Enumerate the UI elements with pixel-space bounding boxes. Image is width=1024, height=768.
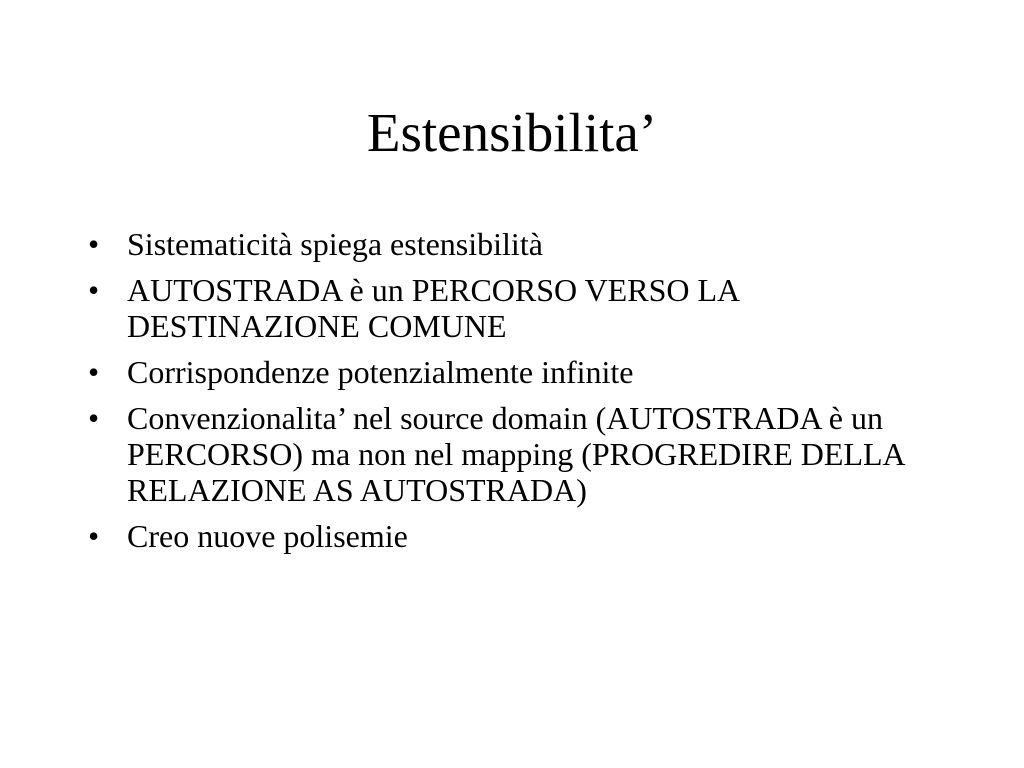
bullet-marker: • <box>88 226 100 262</box>
bullet-text: AUTOSTRADA è un PERCORSO VERSO LA DESTINAZIONE COMUNE <box>127 272 739 344</box>
bullet-marker: • <box>88 272 100 308</box>
bullet-list <box>88 226 948 564</box>
bullet-item <box>88 354 948 390</box>
bullet-text: Corrispondenze potenzialmente infinite <box>127 354 634 390</box>
bullet-text: Sistematicità spiega estensibilità <box>127 226 543 262</box>
bullet-text: Creo nuove polisemie <box>127 518 408 554</box>
slide-title: Estensibilita’ <box>366 102 658 163</box>
bullet-item <box>88 226 948 262</box>
bullet-item <box>88 272 948 344</box>
bullet-marker: • <box>88 400 100 436</box>
bullet-item <box>88 400 948 508</box>
bullet-marker: • <box>88 518 100 554</box>
bullet-item <box>88 518 948 554</box>
bullet-text: Convenzionalita’ nel source domain (AUTOSTRADA è un PERCORSO) ma non nel mapping (PROGREDIRE DELLA RELAZIONE AS AUTOSTRADA) <box>127 400 904 508</box>
bullet-marker: • <box>88 354 100 390</box>
